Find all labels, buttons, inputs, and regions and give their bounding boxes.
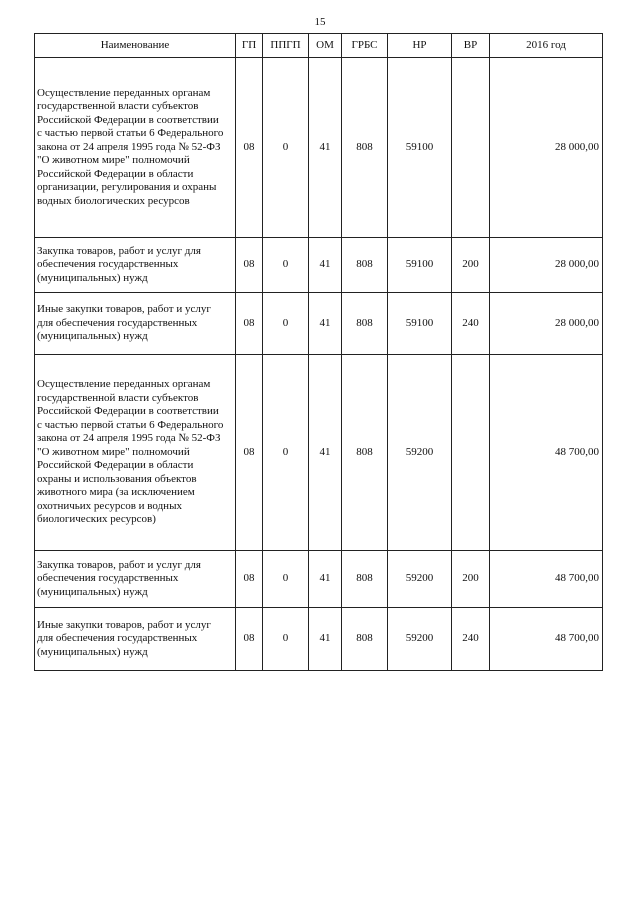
table-row — [35, 608, 603, 671]
cell-ppgp: 0 — [263, 355, 309, 551]
row-name-cell — [35, 551, 236, 608]
row-name-line: животного мира (за исключением — [37, 486, 195, 499]
row-name-line: (муниципальных) нужд — [37, 645, 148, 658]
table-row — [35, 551, 603, 608]
cell-ppgp: 0 — [263, 58, 309, 238]
cell-vr: 240 — [452, 608, 490, 671]
cell-nr: 59100 — [388, 293, 452, 355]
row-name-line: для обеспечения государственных — [37, 632, 198, 645]
row-name-line: Российской Федерации в соответствии — [37, 405, 219, 418]
row-name-line: Закупка товаров, работ и услуг для — [37, 558, 201, 571]
cell-vr: 240 — [452, 293, 490, 355]
row-name-line: государственной власти субъектов — [37, 391, 199, 404]
cell-grbs: 808 — [342, 355, 388, 551]
row-name-line: "О животном мире" полномочий — [37, 154, 190, 167]
row-name-line: Осуществление переданных органам — [37, 86, 211, 99]
cell-om: 41 — [309, 238, 342, 293]
table-row — [35, 58, 603, 238]
row-name-cell — [35, 293, 236, 355]
cell-om: 41 — [309, 608, 342, 671]
row-name-line: для обеспечения государственных — [37, 316, 198, 329]
table-header-row — [35, 34, 603, 58]
cell-sum: 48 700,00 — [490, 551, 603, 608]
header-ppgp: ППГП — [263, 34, 309, 58]
cell-grbs: 808 — [342, 551, 388, 608]
cell-grbs: 808 — [342, 608, 388, 671]
cell-om: 41 — [309, 551, 342, 608]
header-gp: ГП — [236, 34, 263, 58]
page-number: 15 — [314, 16, 326, 28]
header-om: ОМ — [309, 34, 342, 58]
table-row — [35, 238, 603, 293]
row-name-line: обеспечения государственных — [37, 572, 179, 585]
cell-om: 41 — [309, 355, 342, 551]
cell-gp: 08 — [236, 293, 263, 355]
cell-vr: 200 — [452, 551, 490, 608]
row-name-cell — [35, 238, 236, 293]
cell-vr: 200 — [452, 238, 490, 293]
table-row — [35, 293, 603, 355]
row-name-cell — [35, 608, 236, 671]
row-name-line: (муниципальных) нужд — [37, 585, 148, 598]
cell-sum: 48 700,00 — [490, 355, 603, 551]
row-name-line: Российской Федерации в области — [37, 167, 194, 180]
cell-sum: 28 000,00 — [490, 238, 603, 293]
cell-gp: 08 — [236, 551, 263, 608]
row-name-line: обеспечения государственных — [37, 258, 179, 271]
cell-ppgp: 0 — [263, 608, 309, 671]
cell-nr: 59200 — [388, 355, 452, 551]
row-name-line: с частью первой статьи 6 Федерального — [37, 127, 224, 140]
cell-vr — [452, 58, 490, 238]
cell-gp: 08 — [236, 355, 263, 551]
row-name-line: Иные закупки товаров, работ и услуг — [37, 618, 211, 631]
row-name-line: государственной власти субъектов — [37, 100, 199, 113]
cell-nr: 59100 — [388, 58, 452, 238]
row-name-cell — [35, 58, 236, 238]
cell-gp: 08 — [236, 608, 263, 671]
row-name-line: Осуществление переданных органам — [37, 378, 211, 391]
row-name-line: закона от 24 апреля 1995 года № 52-ФЗ — [37, 432, 221, 445]
cell-nr: 59200 — [388, 551, 452, 608]
row-name-line: Российской Федерации в соответствии — [37, 113, 219, 126]
cell-ppgp: 0 — [263, 551, 309, 608]
cell-grbs: 808 — [342, 293, 388, 355]
header-nr: НР — [388, 34, 452, 58]
table-row — [35, 355, 603, 551]
cell-grbs: 808 — [342, 238, 388, 293]
budget-table — [34, 33, 603, 671]
cell-nr: 59100 — [388, 238, 452, 293]
row-name-line: организации, регулирования и охраны — [37, 181, 217, 194]
header-grbs: ГРБС — [342, 34, 388, 58]
row-name-line: Иные закупки товаров, работ и услуг — [37, 303, 211, 316]
row-name-line: биологических ресурсов) — [37, 513, 156, 526]
row-name-line: с частью первой статьи 6 Федерального — [37, 418, 224, 431]
cell-grbs: 808 — [342, 58, 388, 238]
cell-gp: 08 — [236, 58, 263, 238]
header-name: Наименование — [35, 34, 236, 58]
cell-om: 41 — [309, 58, 342, 238]
header-vr: ВР — [452, 34, 490, 58]
cell-vr — [452, 355, 490, 551]
row-name-line: закона от 24 апреля 1995 года № 52-ФЗ — [37, 140, 221, 153]
cell-gp: 08 — [236, 238, 263, 293]
cell-nr: 59200 — [388, 608, 452, 671]
row-name-line: Российской Федерации в области — [37, 459, 194, 472]
row-name-line: "О животном мире" полномочий — [37, 445, 190, 458]
cell-sum: 28 000,00 — [490, 293, 603, 355]
row-name-line: охраны и использования объектов — [37, 472, 197, 485]
cell-om: 41 — [309, 293, 342, 355]
header-2016: 2016 год — [490, 34, 603, 58]
row-name-line: охотничьих ресурсов и водных — [37, 499, 182, 512]
cell-sum: 48 700,00 — [490, 608, 603, 671]
cell-sum: 28 000,00 — [490, 58, 603, 238]
row-name-line: водных биологических ресурсов — [37, 194, 190, 207]
row-name-line: Закупка товаров, работ и услуг для — [37, 244, 201, 257]
row-name-cell — [35, 355, 236, 551]
row-name-line: (муниципальных) нужд — [37, 330, 148, 343]
cell-ppgp: 0 — [263, 293, 309, 355]
row-name-line: (муниципальных) нужд — [37, 271, 148, 284]
cell-ppgp: 0 — [263, 238, 309, 293]
